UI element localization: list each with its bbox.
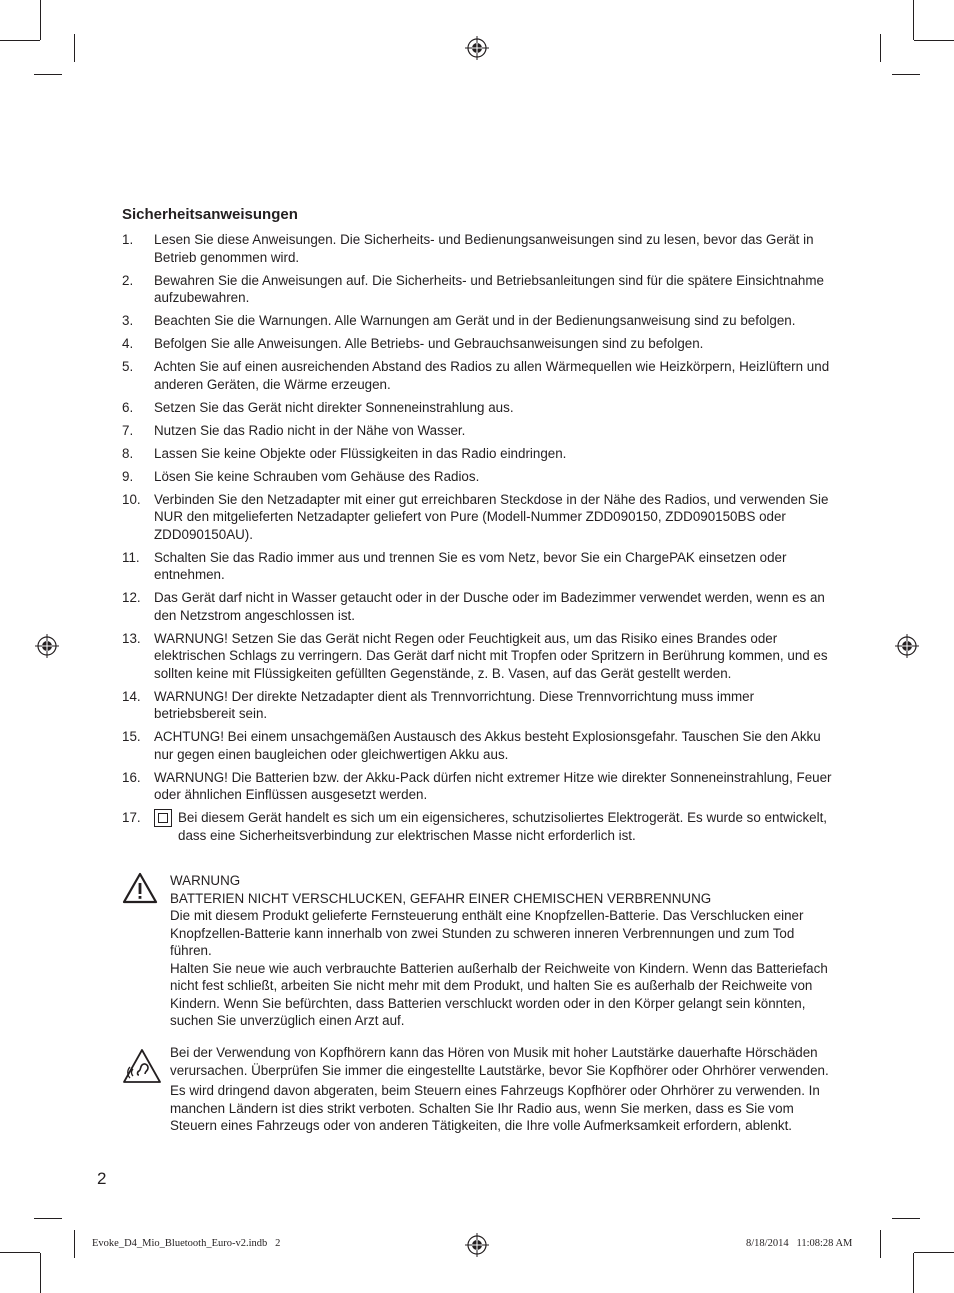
- instruction-list: [122, 231, 832, 844]
- footer-timestamp: 8/18/2014 11:08:28 AM: [746, 1238, 853, 1249]
- crop-mark: [913, 1253, 914, 1293]
- list-item: [122, 589, 832, 624]
- warning-paragraph: Es wird dringend davon abgeraten, beim Steuern eines Fahrzeugs Kopfhörer oder Ohrhörer zu verwenden. In manchen Ländern ist dies strikt verboten. Schalten Sie Ihr Radio aus, wenn Sie merken, dass es Sie vom Steuern eines Fahrzeugs oder von anderen Tätigkeiten, die Ihre volle Aufmerksamkeit erfordern, ablenkt.: [170, 1083, 820, 1133]
- list-item: [122, 728, 832, 763]
- registration-mark-icon: [35, 634, 59, 658]
- warning-triangle-icon: [122, 872, 158, 904]
- footer-filename: Evoke_D4_Mio_Bluetooth_Euro-v2.indb 2: [92, 1238, 281, 1249]
- item-text: Lassen Sie keine Objekte oder Flüssigkeiten in das Radio eindringen.: [154, 445, 567, 461]
- list-item: [122, 358, 832, 393]
- item-text: Bewahren Sie die Anweisungen auf. Die Sicherheits- und Betriebsanleitungen sind für die spätere Einsichtnahme aufzubewahren.: [154, 272, 824, 305]
- warning-subheading: BATTERIEN NICHT VERSCHLUCKEN, GEFAHR EINER CHEMISCHEN VERBRENNUNG: [170, 890, 712, 906]
- list-item: [122, 809, 832, 844]
- hearing-warning: [122, 1044, 832, 1135]
- item-number: 4.: [122, 336, 134, 351]
- item-text: Das Gerät darf nicht in Wasser getaucht oder in der Dusche oder im Badezimmer verwendet werden, wenn es an den Netzstrom angeschlossen ist.: [154, 590, 825, 623]
- item-number: 9.: [122, 468, 134, 484]
- list-item: [122, 630, 832, 683]
- list-item: [122, 468, 832, 486]
- item-number: 8.: [122, 445, 134, 461]
- hearing-damage-icon: [122, 1048, 162, 1084]
- registration-mark-icon: [465, 36, 489, 60]
- item-number: 14.: [122, 688, 141, 704]
- item-number: 15.: [122, 729, 141, 744]
- crop-mark: [0, 1252, 40, 1253]
- crop-mark: [34, 74, 62, 75]
- crop-mark: [880, 1230, 881, 1258]
- item-text: Bei diesem Gerät handelt es sich um ein eigensicheres, schutzisoliertes Elektrogerät. Es wurde so entwickelt, dass eine Sicherheitsverbindung zur elektrischen Masse nicht erforderlich ist.: [178, 810, 828, 843]
- crop-mark: [40, 1253, 41, 1293]
- item-number: 10.: [122, 491, 141, 507]
- list-item: [122, 335, 832, 353]
- item-number: 1.: [122, 232, 134, 247]
- item-text: WARNUNG! Setzen Sie das Gerät nicht Regen oder Feuchtigkeit aus, um das Risiko eines Brandes oder elektrischen Schlags zu verringern. Das Gerät darf nicht mit Tropfen oder Spritzern in Berührung kommen, und es sollten keine mit Flüssigkeiten gefüllten Gegenstände, z. B. Vasen, auf das Gerät gestellt werden.: [154, 630, 828, 681]
- item-number: 7.: [122, 422, 134, 438]
- list-item: [122, 769, 832, 804]
- list-item: [122, 231, 832, 266]
- crop-mark: [74, 1230, 75, 1258]
- item-text: Beachten Sie die Warnungen. Alle Warnungen am Gerät und in der Bedienungsanweisung sind zu befolgen.: [154, 313, 796, 328]
- crop-mark: [892, 1218, 920, 1219]
- crop-mark: [40, 0, 41, 40]
- crop-mark: [0, 40, 40, 41]
- list-item: [122, 422, 832, 440]
- crop-mark: [913, 0, 914, 40]
- item-text: Achten Sie auf einen ausreichenden Abstand des Radios zu allen Wärmequellen wie Heizkörpern, Heizlüftern und anderen Geräten, die Wärme erzeugen.: [154, 359, 830, 392]
- list-item: [122, 445, 832, 463]
- registration-mark-icon: [465, 1233, 489, 1257]
- item-number: 5.: [122, 359, 134, 374]
- list-item: [122, 312, 832, 330]
- item-text: Nutzen Sie das Radio nicht in der Nähe von Wasser.: [154, 422, 466, 438]
- item-number: 17.: [122, 810, 141, 825]
- warning-paragraph: Bei der Verwendung von Kopfhörern kann das Hören von Musik mit hoher Lautstärke dauerhafte Hörschäden verursachen. Überprüfen Sie immer die eingestellte Lautstärke, bevor Sie Kopfhörer oder Ohrhörer verwenden.: [170, 1045, 829, 1078]
- item-number: 2.: [122, 272, 134, 288]
- list-item: [122, 549, 832, 584]
- crop-mark: [880, 34, 881, 62]
- crop-mark: [34, 1218, 62, 1219]
- list-item: [122, 399, 832, 417]
- warning-paragraph: Halten Sie neue wie auch verbrauchte Batterien außerhalb der Reichweite von Kindern. Wenn das Batteriefach nicht fest schließt, arbeiten Sie nicht mehr mit dem Produkt, und halten Sie es außerhalb der Reichweite von Kindern. Wenn Sie befürchten, dass Batterien verschluckt worden oder in den Körper gelangt sein könnten, suchen Sie unverzüglich einen Arzt auf.: [170, 960, 828, 1028]
- section-title: Sicherheitsanweisungen: [122, 206, 298, 223]
- item-text: Lösen Sie keine Schrauben vom Gehäuse des Radios.: [154, 468, 480, 484]
- crop-mark: [914, 1252, 954, 1253]
- item-text: Lesen Sie diese Anweisungen. Die Sicherheits- und Bedienungsanweisungen sind zu lesen, bevor das Gerät in Betrieb genommen wird.: [154, 232, 814, 265]
- registration-mark-icon: [895, 634, 919, 658]
- item-number: 3.: [122, 313, 134, 328]
- crop-mark: [892, 74, 920, 75]
- double-insulation-icon: [154, 809, 172, 827]
- safety-instructions-section: [122, 206, 832, 1133]
- list-item: [122, 688, 832, 723]
- item-text: Schalten Sie das Radio immer aus und trennen Sie es vom Netz, bevor Sie ein ChargePAK einsetzen oder entnehmen.: [154, 549, 787, 582]
- item-text: WARNUNG! Die Batterien bzw. der Akku-Pack dürfen nicht extremer Hitze wie direkter Sonneneinstrahlung, Feuer oder ähnlichen Einflüssen ausgesetzt werden.: [154, 769, 832, 802]
- item-number: 13.: [122, 630, 141, 646]
- item-number: 16.: [122, 769, 141, 785]
- item-text: WARNUNG! Der direkte Netzadapter dient als Trennvorrichtung. Diese Trennvorrichtung muss immer betriebsbereit sein.: [154, 688, 755, 721]
- item-text: ACHTUNG! Bei einem unsachgemäßen Austausch des Akkus besteht Explosionsgefahr. Tauschen Sie den Akku nur gegen einen baugleichen oder gleichwertigen Akku aus.: [154, 729, 821, 762]
- list-item: [122, 491, 832, 544]
- warning-paragraph: Die mit diesem Produkt gelieferte Fernsteuerung enthält eine Knopfzellen-Batterie. Das Verschlucken einer Knopfzellen-Batterie kann innerhalb von zwei Stunden zu schweren inneren Verbrennungen und zum Tod führen.: [170, 908, 804, 958]
- page-number: 2: [97, 1169, 107, 1188]
- item-number: 11.: [122, 549, 140, 565]
- warning-heading: WARNUNG: [170, 873, 241, 888]
- item-number: 12.: [122, 590, 141, 605]
- battery-warning: [122, 872, 832, 1030]
- list-item: [122, 272, 832, 307]
- crop-mark: [74, 34, 75, 62]
- item-text: Verbinden Sie den Netzadapter mit einer gut erreichbaren Steckdose in der Nähe des Radios, und verwenden Sie NUR den mitgelieferten Netzadapter geliefert von Pure (Modell-Nummer ZDD090150, ZDD090150BS oder ZDD090150AU).: [154, 491, 829, 542]
- item-text: Befolgen Sie alle Anweisungen. Alle Betriebs- und Gebrauchsanweisungen sind zu befolgen.: [154, 336, 704, 351]
- item-text: Setzen Sie das Gerät nicht direkter Sonneneinstrahlung aus.: [154, 399, 514, 415]
- crop-mark: [914, 40, 954, 41]
- item-number: 6.: [122, 399, 134, 415]
